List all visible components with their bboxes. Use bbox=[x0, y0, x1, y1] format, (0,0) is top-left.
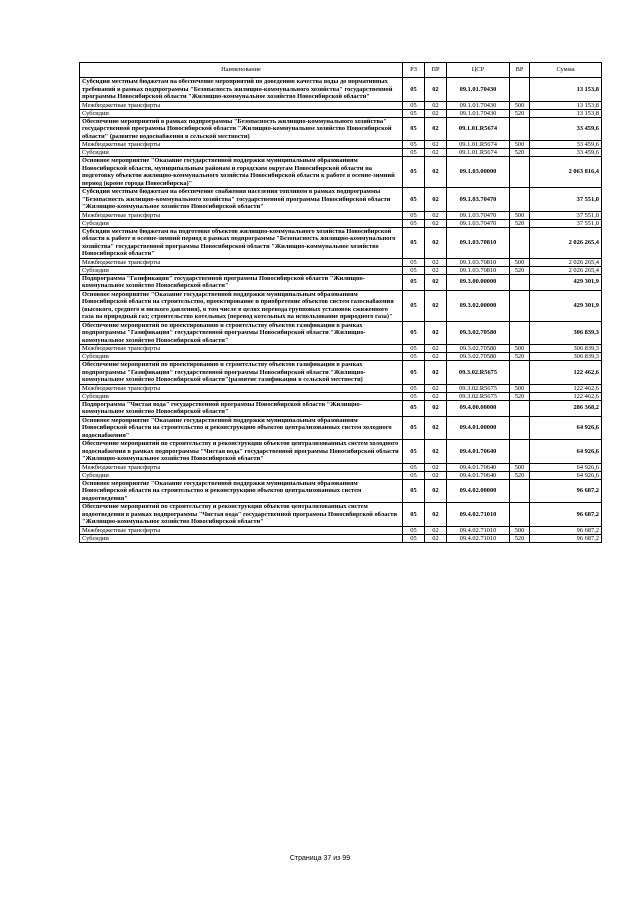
cell-rz: 05 bbox=[403, 219, 425, 227]
cell-vr: 500 bbox=[510, 384, 530, 392]
cell-rz: 05 bbox=[403, 141, 425, 149]
cell-sum: 33 459,6 bbox=[530, 141, 602, 149]
cell-vr: 520 bbox=[510, 109, 530, 117]
cell-csr: 09.1.01.70430 bbox=[447, 101, 510, 109]
cell-rz: 05 bbox=[403, 117, 425, 141]
cell-sum: 64 926,6 bbox=[530, 416, 602, 440]
cell-rz: 05 bbox=[403, 471, 425, 479]
cell-pr: 02 bbox=[425, 258, 447, 266]
cell-sum: 64 926,6 bbox=[530, 440, 602, 464]
cell-vr bbox=[510, 440, 530, 464]
cell-sum: 306 839,3 bbox=[530, 345, 602, 353]
cell-csr: 09.1.01.R5674 bbox=[447, 141, 510, 149]
cell-vr bbox=[510, 274, 530, 290]
cell-sum: 429 301,9 bbox=[530, 274, 602, 290]
header-rz: РЗ bbox=[403, 63, 425, 78]
cell-name: Субсидии bbox=[80, 266, 403, 274]
cell-vr: 520 bbox=[510, 392, 530, 400]
cell-pr: 02 bbox=[425, 345, 447, 353]
cell-rz: 05 bbox=[403, 361, 425, 385]
table-header-row bbox=[80, 63, 602, 78]
table-row bbox=[80, 290, 602, 321]
cell-pr: 02 bbox=[425, 211, 447, 219]
cell-sum: 122 462,6 bbox=[530, 361, 602, 385]
cell-csr: 09.1.03.70810 bbox=[447, 258, 510, 266]
cell-pr: 02 bbox=[425, 321, 447, 345]
cell-name: Субсидии местным бюджетам на подготовке объектов жилищно-коммунального хозяйства Новосибирской области к работе в осенне-зимний период в рамках подпрограммы "Безопасность жилищно-коммунального хозяйства" государственной программы Новосибирской области "Жилищно-коммунальное хозяйство Новосибирской области" bbox=[80, 227, 403, 258]
table-row bbox=[80, 321, 602, 345]
cell-csr: 09.1.01.70430 bbox=[447, 78, 510, 102]
cell-csr: 09.4.02.71010 bbox=[447, 526, 510, 534]
cell-vr bbox=[510, 117, 530, 141]
cell-pr: 02 bbox=[425, 266, 447, 274]
cell-name: Межбюджетные трансферты bbox=[80, 211, 403, 219]
table-row bbox=[80, 219, 602, 227]
table-row bbox=[80, 117, 602, 141]
cell-csr: 09.4.00.00000 bbox=[447, 400, 510, 416]
cell-csr: 09.3.00.00000 bbox=[447, 274, 510, 290]
cell-rz: 05 bbox=[403, 101, 425, 109]
cell-pr: 02 bbox=[425, 534, 447, 542]
cell-pr: 02 bbox=[425, 416, 447, 440]
cell-csr: 09.1.03.70810 bbox=[447, 227, 510, 258]
cell-csr: 09.3.02.00000 bbox=[447, 290, 510, 321]
header-vr: ВР bbox=[510, 63, 530, 78]
cell-pr: 02 bbox=[425, 400, 447, 416]
cell-pr: 02 bbox=[425, 526, 447, 534]
cell-pr: 02 bbox=[425, 440, 447, 464]
cell-rz: 05 bbox=[403, 258, 425, 266]
table-row bbox=[80, 471, 602, 479]
cell-vr bbox=[510, 227, 530, 258]
cell-pr: 02 bbox=[425, 479, 447, 503]
cell-csr: 09.4.01.70640 bbox=[447, 471, 510, 479]
cell-name: Субсидии bbox=[80, 149, 403, 157]
table-row bbox=[80, 384, 602, 392]
cell-name: Межбюджетные трансферты bbox=[80, 141, 403, 149]
cell-rz: 05 bbox=[403, 266, 425, 274]
cell-csr: 09.1.03.70470 bbox=[447, 219, 510, 227]
cell-pr: 02 bbox=[425, 157, 447, 188]
cell-csr: 09.1.03.70810 bbox=[447, 266, 510, 274]
cell-rz: 05 bbox=[403, 149, 425, 157]
table-row bbox=[80, 266, 602, 274]
cell-name: Основное мероприятие "Оказание государственной поддержки муниципальным образованиям Новосибирской области на строительство и реконструкцию объектов централизованных систем холодного водоснабжения" bbox=[80, 416, 403, 440]
cell-sum: 96 687,2 bbox=[530, 534, 602, 542]
cell-vr: 520 bbox=[510, 534, 530, 542]
cell-sum: 2 026 265,4 bbox=[530, 258, 602, 266]
cell-rz: 05 bbox=[403, 534, 425, 542]
cell-sum: 2 026 265,4 bbox=[530, 227, 602, 258]
cell-name: Субсидии bbox=[80, 353, 403, 361]
cell-rz: 05 bbox=[403, 463, 425, 471]
cell-sum: 2 063 816,4 bbox=[530, 157, 602, 188]
cell-pr: 02 bbox=[425, 141, 447, 149]
cell-csr: 09.4.02.00000 bbox=[447, 479, 510, 503]
cell-csr: 09.1.01.70430 bbox=[447, 109, 510, 117]
cell-vr bbox=[510, 188, 530, 212]
cell-sum: 37 551,0 bbox=[530, 211, 602, 219]
cell-rz: 05 bbox=[403, 321, 425, 345]
table-row bbox=[80, 353, 602, 361]
cell-vr: 500 bbox=[510, 101, 530, 109]
budget-table-page bbox=[79, 62, 601, 543]
table-row bbox=[80, 392, 602, 400]
cell-name: Субсидии местным бюджетам на обеспечение мероприятий по доведению качества воды до нормативных требований в рамках подпрограммы "Безопасность жилищно-коммунального хозяйства" государственной программы Новосибирской области "Жилищно-коммунальное хозяйство Новосибирской области" bbox=[80, 78, 403, 102]
cell-vr: 500 bbox=[510, 526, 530, 534]
cell-csr: 09.1.01.R5674 bbox=[447, 117, 510, 141]
cell-sum: 429 301,9 bbox=[530, 290, 602, 321]
cell-pr: 02 bbox=[425, 463, 447, 471]
cell-csr: 09.3.02.R5675 bbox=[447, 361, 510, 385]
cell-rz: 05 bbox=[403, 400, 425, 416]
cell-csr: 09.4.01.70640 bbox=[447, 463, 510, 471]
cell-name: Обеспечение мероприятий по строительству и реконструкция объектов централизованных систем водоотведения в рамках подпрограммы "Чистая вода" государственной программы Новосибирской области "Жилищно-коммунальное хозяйство Новосибирской области" bbox=[80, 503, 403, 527]
cell-csr: 09.4.01.00000 bbox=[447, 416, 510, 440]
cell-pr: 02 bbox=[425, 274, 447, 290]
table-row bbox=[80, 188, 602, 212]
table-row bbox=[80, 157, 602, 188]
cell-csr: 09.1.03.00000 bbox=[447, 157, 510, 188]
cell-csr: 09.3.02.R5675 bbox=[447, 384, 510, 392]
cell-vr bbox=[510, 290, 530, 321]
cell-rz: 05 bbox=[403, 227, 425, 258]
table-row bbox=[80, 503, 602, 527]
cell-rz: 05 bbox=[403, 353, 425, 361]
table-row bbox=[80, 416, 602, 440]
cell-sum: 64 926,6 bbox=[530, 471, 602, 479]
cell-vr bbox=[510, 503, 530, 527]
cell-vr: 520 bbox=[510, 149, 530, 157]
cell-name: Субсидии bbox=[80, 534, 403, 542]
table-row bbox=[80, 463, 602, 471]
cell-vr: 500 bbox=[510, 141, 530, 149]
cell-sum: 286 368,2 bbox=[530, 400, 602, 416]
cell-csr: 09.1.03.70470 bbox=[447, 188, 510, 212]
cell-vr bbox=[510, 157, 530, 188]
cell-name: Подпрограмма "Чистая вода" государственной программы Новосибирской области "Жилищно-коммунальное хозяйство Новосибирской области" bbox=[80, 400, 403, 416]
cell-pr: 02 bbox=[425, 503, 447, 527]
cell-name: Обеспечение мероприятий по проектированию и строительству объектов газификации в рамках подпрограммы "Газификация" государственной программы Новосибирской области "Жилищно-коммунальное хозяйство Новосибирской области"(развитие газификации в сельской местности) bbox=[80, 361, 403, 385]
table-row bbox=[80, 149, 602, 157]
cell-name: Субсидии bbox=[80, 471, 403, 479]
table-row bbox=[80, 526, 602, 534]
table-row bbox=[80, 479, 602, 503]
cell-name: Основное мероприятие "Оказание государственной поддержки муниципальным образованиям Новосибирской области на строительство и реконструкцию объектов централизованных систем водоотведения" bbox=[80, 479, 403, 503]
cell-name: Подпрограмма "Газификация" государственной программы Новосибирской области "Жилищно-коммунальное хозяйство Новосибирской области" bbox=[80, 274, 403, 290]
table-row bbox=[80, 109, 602, 117]
cell-pr: 02 bbox=[425, 188, 447, 212]
header-pr: ПР bbox=[425, 63, 447, 78]
cell-vr: 500 bbox=[510, 463, 530, 471]
cell-sum: 122 462,6 bbox=[530, 392, 602, 400]
cell-sum: 37 551,0 bbox=[530, 219, 602, 227]
cell-rz: 05 bbox=[403, 416, 425, 440]
cell-vr bbox=[510, 400, 530, 416]
cell-name: Межбюджетные трансферты bbox=[80, 384, 403, 392]
cell-vr bbox=[510, 78, 530, 102]
cell-pr: 02 bbox=[425, 384, 447, 392]
cell-rz: 05 bbox=[403, 503, 425, 527]
cell-sum: 13 153,8 bbox=[530, 109, 602, 117]
cell-rz: 05 bbox=[403, 526, 425, 534]
header-csr: ЦСР bbox=[447, 63, 510, 78]
cell-rz: 05 bbox=[403, 78, 425, 102]
cell-csr: 09.3.02.70580 bbox=[447, 353, 510, 361]
cell-pr: 02 bbox=[425, 361, 447, 385]
cell-sum: 306 839,3 bbox=[530, 321, 602, 345]
cell-vr: 520 bbox=[510, 219, 530, 227]
cell-vr: 500 bbox=[510, 211, 530, 219]
cell-sum: 33 459,6 bbox=[530, 149, 602, 157]
cell-sum: 306 839,3 bbox=[530, 353, 602, 361]
table-row bbox=[80, 141, 602, 149]
cell-rz: 05 bbox=[403, 440, 425, 464]
cell-csr: 09.1.01.R5674 bbox=[447, 149, 510, 157]
header-name: Наименование bbox=[80, 63, 403, 78]
table-row bbox=[80, 345, 602, 353]
cell-name: Основное мероприятие "Оказание государственной поддержки муниципальным образованиям Новосибирской области, муниципальным районам и городским округам Новосибирской области на подготовку объектов жилищно-коммунального хозяйства Новосибирской области к работе в осенне-зимний период (кроме города Новосибирска)" bbox=[80, 157, 403, 188]
cell-csr: 09.4.01.70640 bbox=[447, 440, 510, 464]
cell-name: Межбюджетные трансферты bbox=[80, 526, 403, 534]
cell-name: Межбюджетные трансферты bbox=[80, 463, 403, 471]
table-row bbox=[80, 274, 602, 290]
cell-sum: 96 687,2 bbox=[530, 479, 602, 503]
cell-sum: 33 459,6 bbox=[530, 117, 602, 141]
cell-vr bbox=[510, 479, 530, 503]
cell-sum: 64 926,6 bbox=[530, 463, 602, 471]
table-row bbox=[80, 227, 602, 258]
cell-csr: 09.3.02.R5675 bbox=[447, 392, 510, 400]
cell-name: Межбюджетные трансферты bbox=[80, 258, 403, 266]
cell-rz: 05 bbox=[403, 392, 425, 400]
cell-sum: 2 026 265,4 bbox=[530, 266, 602, 274]
cell-pr: 02 bbox=[425, 290, 447, 321]
cell-pr: 02 bbox=[425, 109, 447, 117]
cell-sum: 96 687,2 bbox=[530, 503, 602, 527]
cell-pr: 02 bbox=[425, 101, 447, 109]
cell-name: Субсидии местным бюджетам на обеспечение снабжения населения топливом в рамках подпрограммы "Безопасность жилищно-коммунального хозяйства" государственной программы Новосибирской области "Жилищно-коммунальное хозяйство Новосибирской области" bbox=[80, 188, 403, 212]
cell-name: Субсидии bbox=[80, 392, 403, 400]
cell-csr: 09.1.03.70470 bbox=[447, 211, 510, 219]
cell-vr: 500 bbox=[510, 345, 530, 353]
cell-pr: 02 bbox=[425, 353, 447, 361]
header-sum: Сумма bbox=[530, 63, 602, 78]
cell-csr: 09.3.02.70580 bbox=[447, 321, 510, 345]
cell-sum: 13 153,8 bbox=[530, 101, 602, 109]
cell-pr: 02 bbox=[425, 78, 447, 102]
cell-pr: 02 bbox=[425, 219, 447, 227]
cell-csr: 09.3.02.70580 bbox=[447, 345, 510, 353]
cell-vr bbox=[510, 321, 530, 345]
table-row bbox=[80, 211, 602, 219]
budget-table bbox=[79, 62, 602, 543]
table-row bbox=[80, 440, 602, 464]
cell-rz: 05 bbox=[403, 345, 425, 353]
cell-vr bbox=[510, 361, 530, 385]
cell-rz: 05 bbox=[403, 188, 425, 212]
cell-csr: 09.4.02.71010 bbox=[447, 503, 510, 527]
cell-rz: 05 bbox=[403, 384, 425, 392]
cell-rz: 05 bbox=[403, 274, 425, 290]
cell-vr bbox=[510, 416, 530, 440]
cell-rz: 05 bbox=[403, 479, 425, 503]
cell-name: Межбюджетные трансферты bbox=[80, 345, 403, 353]
cell-rz: 05 bbox=[403, 211, 425, 219]
cell-pr: 02 bbox=[425, 471, 447, 479]
page-footer: Страница 37 из 99 bbox=[289, 855, 351, 862]
cell-pr: 02 bbox=[425, 149, 447, 157]
table-row bbox=[80, 361, 602, 385]
cell-vr: 520 bbox=[510, 266, 530, 274]
cell-csr: 09.4.02.71010 bbox=[447, 534, 510, 542]
table-row bbox=[80, 78, 602, 102]
table-row bbox=[80, 534, 602, 542]
cell-rz: 05 bbox=[403, 109, 425, 117]
table-row bbox=[80, 258, 602, 266]
cell-vr: 500 bbox=[510, 258, 530, 266]
cell-sum: 37 551,0 bbox=[530, 188, 602, 212]
cell-pr: 02 bbox=[425, 227, 447, 258]
table-row bbox=[80, 400, 602, 416]
cell-name: Субсидии bbox=[80, 109, 403, 117]
cell-sum: 96 687,2 bbox=[530, 526, 602, 534]
cell-sum: 13 153,8 bbox=[530, 78, 602, 102]
cell-vr: 520 bbox=[510, 353, 530, 361]
table-row bbox=[80, 101, 602, 109]
cell-sum: 122 462,6 bbox=[530, 384, 602, 392]
cell-name: Обеспечение мероприятий по проектированию и строительству объектов газификации в рамках подпрограммы "Газификация" государственной программы Новосибирской области "Жилищно-коммунальное хозяйство Новосибирской области" bbox=[80, 321, 403, 345]
cell-name: Межбюджетные трансферты bbox=[80, 101, 403, 109]
cell-name: Обеспечение мероприятий по строительству и реконструкция объектов централизованных систем холодного водоснабжения в рамках подпрограммы "Чистая вода" государственной программы Новосибирской области "Жилищно-коммунальное хозяйство Новосибирской области" bbox=[80, 440, 403, 464]
cell-name: Обеспечение мероприятий в рамках подпрограммы "Безопасность жилищно-коммунального хозяйства" государственной программы Новосибирской области "Жилищно-коммунальное хозяйство Новосибирской области" (развитие водоснабжения в сельской местности) bbox=[80, 117, 403, 141]
cell-vr: 520 bbox=[510, 471, 530, 479]
cell-name: Основное мероприятие "Оказание государственной поддержки муниципальным образованиям Новосибирской области на строительство, проектирование и приобретение объектов систем газоснабжения (высокого, среднего и низкого давления), в том числе в целях перевода групповых установок сжиженного газа на природный газ; строительство котельных (перевод котельных на использование природного газа)" bbox=[80, 290, 403, 321]
cell-pr: 02 bbox=[425, 392, 447, 400]
cell-pr: 02 bbox=[425, 117, 447, 141]
cell-name: Субсидии bbox=[80, 219, 403, 227]
cell-rz: 05 bbox=[403, 290, 425, 321]
cell-rz: 05 bbox=[403, 157, 425, 188]
